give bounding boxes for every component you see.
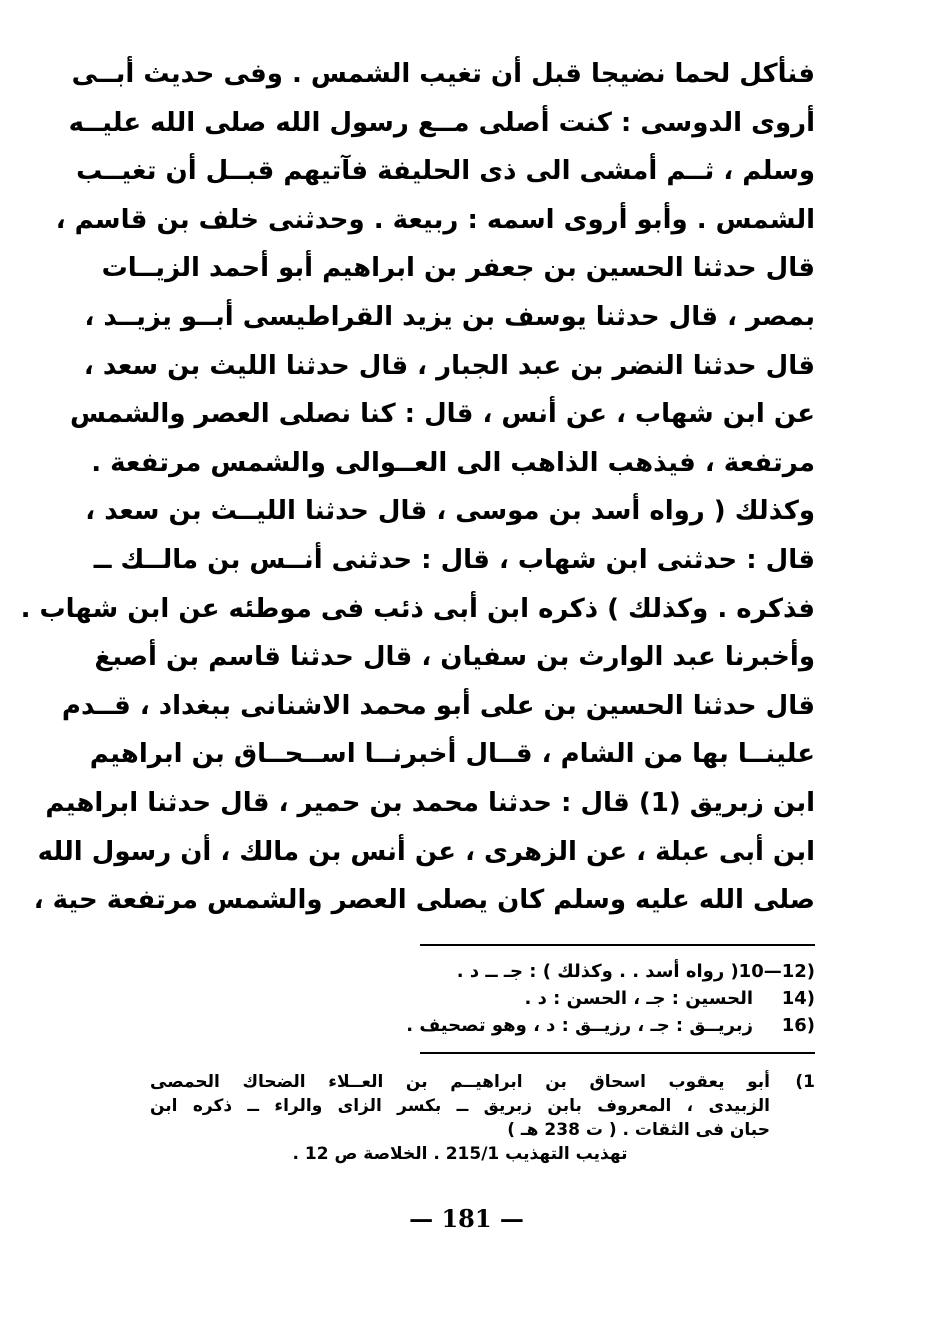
variant-readings-apparatus [300,958,815,1039]
footnote-body [150,1070,770,1166]
text-line: الشمس . وأبو أروى اسمه : ربيعة . وحدثنى خلف بن قاسم ، [55,204,815,235]
variant-reading [300,1012,815,1039]
text-line: ابن أبى عبلة ، عن الزهرى ، عن أنس بن مالك ، أن رسول الله [37,836,815,867]
variant-reading [300,958,815,985]
text-line: قال حدثنا الحسين بن جعفر بن ابراهيم أبو أحمد الزيــات [101,253,815,284]
text-line: وسلم ، ثــم أمشى الى ذى الحليفة فآتيهم قبــل أن تغيــب [76,156,815,187]
variant-text: ( رواه أسد . . وكذلك ) : جـ ــ د . [456,961,739,982]
text-line: قال حدثنا النضر بن عبد الجبار ، قال حدثنا الليث بن سعد ، [83,350,815,381]
text-line: أروى الدوسى : كنت أصلى مــع رسول الله صلى الله عليــه [68,107,815,138]
text-line: قال : حدثنى ابن شهاب ، قال : حدثنى أنــس بن مالــك ــ [93,544,815,575]
variant-reading [300,985,815,1012]
text-line: علينــا بها من الشام ، قــال أخبرنــا اســحــاق بن ابراهيم [89,739,815,770]
text-line: ابن زبريق (1) قال : حدثنا محمد بن حمير ، قال حدثنا ابراهيم [45,787,815,818]
footnote-line: أبو يعقوب اسحاق بن ابراهيــم بن العــلاء الضحاك الحمصى [150,1072,770,1092]
variant-line-ref: 16) [781,1015,815,1036]
text-line: صلى الله عليه وسلم كان يصلى العصر والشمس مرتفعة حية ، [33,885,815,916]
footnote-line: الزبيدى ، المعروف بابن زبريق ــ بكسر الزاى والراء ــ ذكره ابن [150,1096,770,1116]
text-line: قال حدثنا الحسين بن على أبو محمد الاشنانى ببغداد ، قــدم [61,690,815,721]
footnote-line: تهذيب التهذيب 215/1 . الخلاصة ص 12 . [292,1144,628,1164]
footnotes-section [150,1070,815,1166]
text-line: فنأكل لحما نضيجا قبل أن تغيب الشمس . وفى حديث أبــى [71,59,815,89]
page-number: — 181 — [409,1204,524,1233]
text-separator-rule [420,944,815,946]
text-line: بمصر ، قال حدثنا يوسف بن يزيد القراطيسى أبــو يزيــد ، [84,301,815,332]
variant-text: الحسين : جـ ، الحسن : د . [524,988,753,1009]
variant-line-ref: 14) [781,988,815,1009]
footnote-number: (1 [795,1072,815,1092]
footnote-line: حبان فى الثقات . ( ت 238 هـ ) [507,1120,770,1140]
main-text-block [20,50,815,925]
variant-text: زبريــق : جـ ، رزيــق : د ، وهو تصحيف . [406,1015,753,1036]
footnote [150,1070,815,1166]
text-line: فذكره . وكذلك ) ذكره ابن أبى ذئب فى موطئه عن ابن شهاب . [20,593,815,624]
variant-line-ref: 10—12) [738,961,815,982]
text-line: وأخبرنا عبد الوارث بن سفيان ، قال حدثنا قاسم بن أصبغ [94,642,815,673]
text-line: وكذلك ( رواه أسد بن موسى ، قال حدثنا الليــث بن سعد ، [85,496,815,527]
footnote-separator-rule [420,1052,815,1054]
text-line: عن ابن شهاب ، عن أنس ، قال : كنا نصلى العصر والشمس [70,399,815,430]
text-line: مرتفعة ، فيذهب الذاهب الى العــوالى والشمس مرتفعة . [91,447,815,478]
